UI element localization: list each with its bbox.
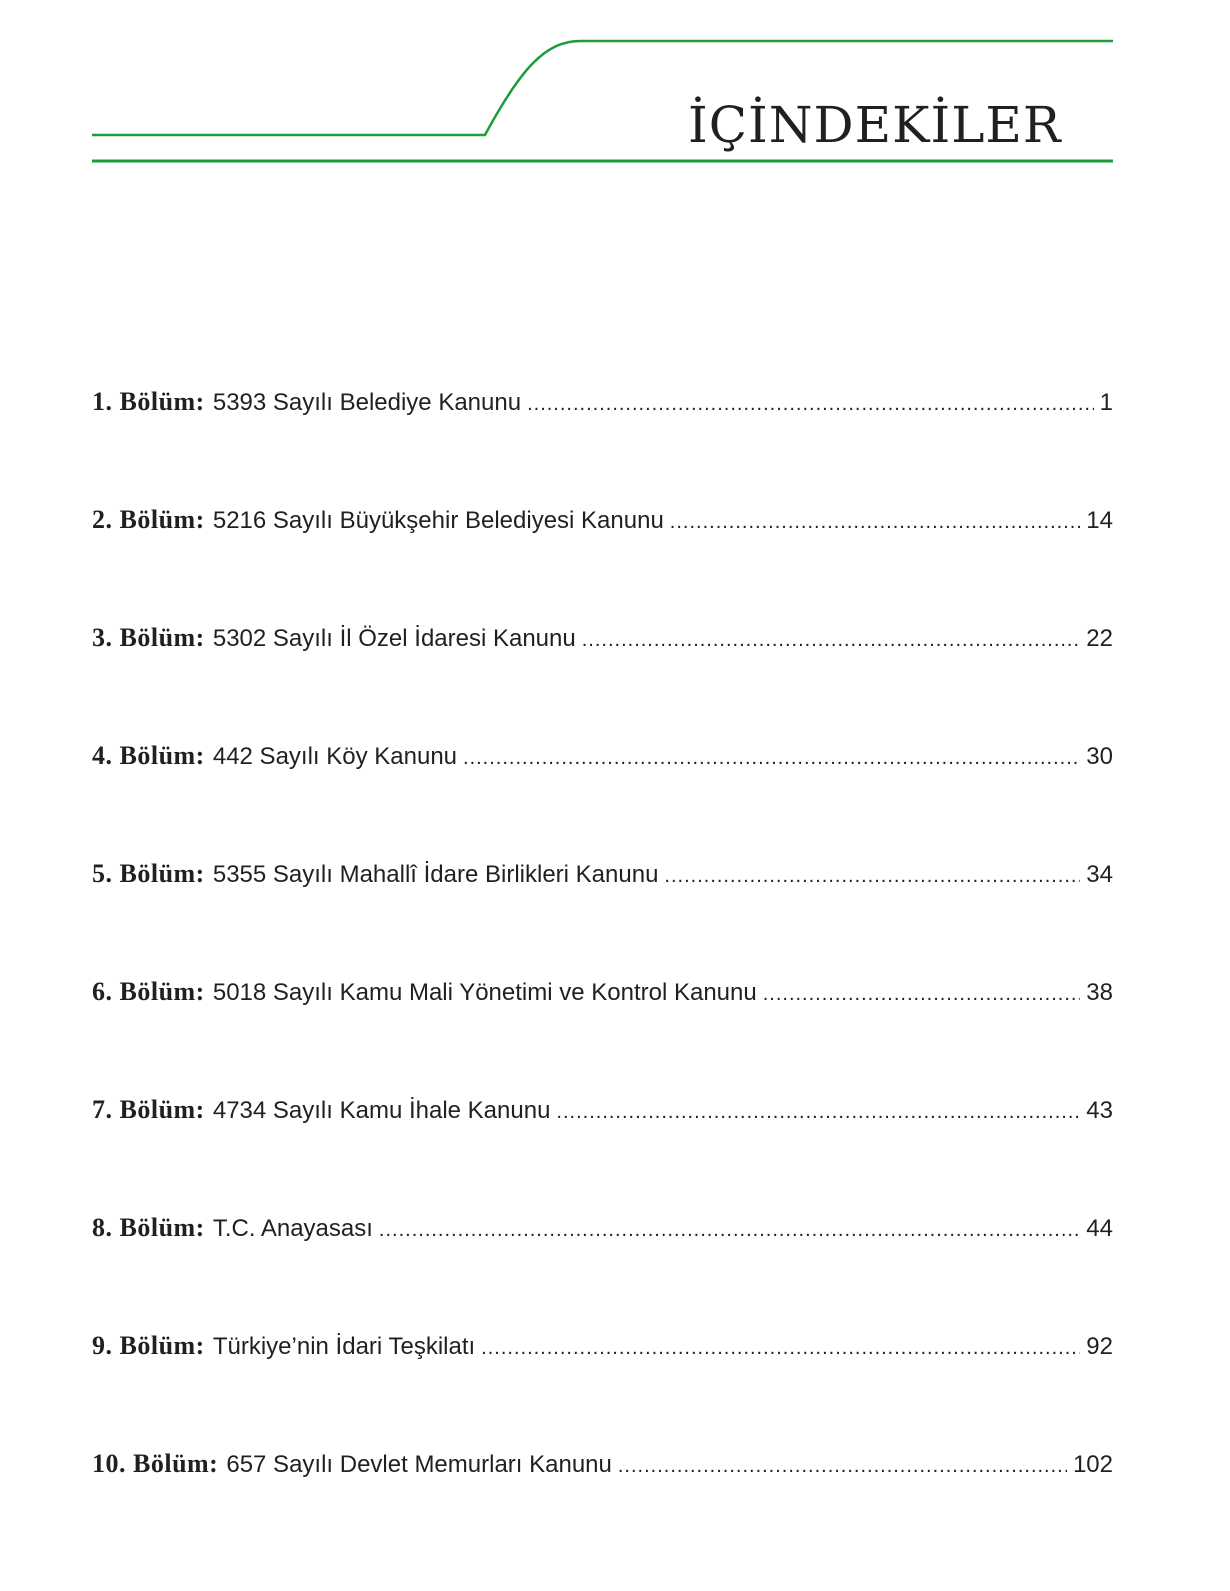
chapter-label: 3. Bölüm: (92, 623, 205, 652)
toc-entry[interactable] (92, 977, 1113, 1013)
page-number: 14 (1086, 507, 1113, 534)
chapter-title: 4734 Sayılı Kamu İhale Kanunu (212, 1097, 551, 1124)
chapter-label: 1. Bölüm: (92, 387, 205, 416)
chapter-title: 5355 Sayılı Mahallî İdare Birlikleri Kanunu (212, 861, 659, 888)
page-number: 38 (1086, 979, 1113, 1006)
chapter-title: 5018 Sayılı Kamu Mali Yönetimi ve Kontrol Kanunu (212, 979, 757, 1006)
dot-leader (481, 1337, 1080, 1360)
chapter-title: 657 Sayılı Devlet Memurları Kanunu (226, 1451, 612, 1478)
dot-leader (763, 983, 1081, 1006)
page-number: 43 (1086, 1097, 1113, 1124)
chapter-label: 9. Bölüm: (92, 1331, 205, 1360)
toc-entry[interactable] (92, 741, 1113, 777)
page-number: 44 (1086, 1215, 1113, 1242)
chapter-label: 7. Bölüm: (92, 1095, 205, 1124)
chapter-title: 5393 Sayılı Belediye Kanunu (212, 389, 522, 416)
chapter-title: T.C. Anayasası (212, 1215, 373, 1242)
dot-leader (463, 747, 1080, 770)
chapter-label: 2. Bölüm: (92, 505, 205, 534)
dot-leader (556, 1101, 1080, 1124)
toc-entry[interactable] (92, 1449, 1113, 1485)
toc-entry[interactable] (92, 623, 1113, 659)
chapter-label: 8. Bölüm: (92, 1213, 205, 1242)
dot-leader (527, 393, 1094, 416)
toc-entry[interactable] (92, 505, 1113, 541)
page-number: 34 (1086, 861, 1113, 888)
chapter-label: 10. Bölüm: (92, 1449, 219, 1478)
toc-entry[interactable] (92, 859, 1113, 895)
page-number: 30 (1086, 743, 1113, 770)
chapter-title: 5302 Sayılı İl Özel İdaresi Kanunu (212, 625, 576, 652)
chapter-title: Türkiye’nin İdari Teşkilatı (212, 1333, 476, 1360)
page-number: 22 (1086, 625, 1113, 652)
page-number: 92 (1086, 1333, 1113, 1360)
page-number: 102 (1072, 1451, 1113, 1478)
toc-entry[interactable] (92, 1095, 1113, 1131)
dot-leader (670, 511, 1081, 534)
page-title: İÇİNDEKİLER (688, 96, 1062, 154)
dot-leader (379, 1219, 1080, 1242)
chapter-title: 442 Sayılı Köy Kanunu (212, 743, 458, 770)
chapter-label: 6. Bölüm: (92, 977, 205, 1006)
dot-leader (618, 1455, 1067, 1478)
dot-leader (582, 629, 1081, 652)
toc-entry[interactable] (92, 1213, 1113, 1249)
chapter-label: 5. Bölüm: (92, 859, 205, 888)
page-number: 1 (1099, 389, 1113, 416)
toc-entry[interactable] (92, 387, 1113, 423)
toc-entry[interactable] (92, 1331, 1113, 1367)
chapter-title: 5216 Sayılı Büyükşehir Belediyesi Kanunu (212, 507, 664, 534)
chapter-label: 4. Bölüm: (92, 741, 205, 770)
dot-leader (664, 865, 1080, 888)
